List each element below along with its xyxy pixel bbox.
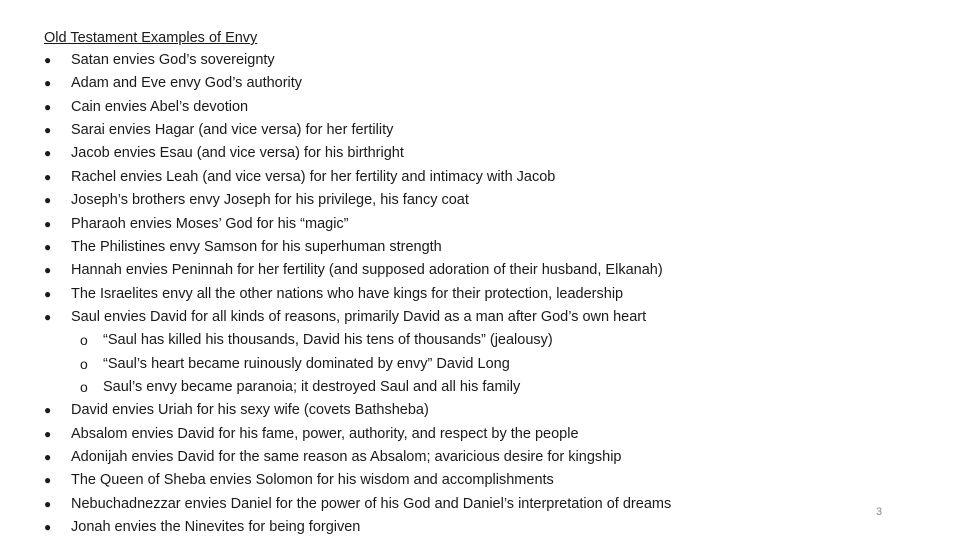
list-item [44, 72, 764, 95]
list-item-text: Hannah envies Peninnah for her fertility (and supposed adoration of their husband, Elkanah) [71, 262, 663, 279]
sub-list-item [44, 376, 764, 399]
list-item [44, 306, 764, 329]
list-item [44, 259, 764, 282]
list-item [44, 49, 764, 72]
list-item [44, 213, 764, 236]
bullet-icon: ● [44, 426, 52, 441]
list-item [44, 189, 764, 212]
list-item [44, 119, 764, 142]
bullet-icon: ● [44, 123, 52, 138]
list-item-text: Saul’s envy became paranoia; it destroyed Saul and all his family [103, 379, 521, 396]
list-item [44, 166, 764, 189]
list-item-text: Joseph’s brothers envy Joseph for his privilege, his fancy coat [71, 192, 469, 209]
bullet-icon: ● [44, 496, 52, 511]
bullet-icon: ● [44, 403, 52, 418]
list-item [44, 423, 764, 446]
list-item [44, 493, 764, 516]
page-number: 3 [876, 506, 883, 518]
list-item [44, 516, 764, 539]
list-item-text: The Philistines envy Samson for his superhuman strength [71, 238, 442, 255]
slide-content [44, 27, 764, 540]
list-item-text: Sarai envies Hagar (and vice versa) for her fertility [71, 122, 394, 139]
list-item-text: Satan envies God’s sovereignty [71, 52, 275, 68]
list-item-text: Jonah envies the Ninevites for being forgiven [71, 519, 361, 536]
list-item-text: The Israelites envy all the other nations who have kings for their protection, leadership [71, 285, 624, 302]
slide-title: Old Testament Examples of Envy [44, 30, 258, 46]
list-item-text: Pharaoh envies Moses’ God for his “magic” [71, 215, 349, 232]
list-item [44, 283, 764, 306]
list-item-text: Absalom envies David for his fame, power, authority, and respect by the people [71, 425, 579, 442]
list-item [44, 236, 764, 259]
bullet-icon: ● [44, 193, 52, 208]
sub-bullet-icon: o [80, 332, 88, 349]
list-item [44, 469, 764, 492]
bullet-icon: ● [44, 520, 52, 535]
list-item-text: Adonijah envies David for the same reason as Absalom; avaricious desire for kingship [71, 449, 622, 466]
sub-bullet-icon: o [80, 355, 88, 372]
list-item [44, 399, 764, 422]
list-item [44, 96, 764, 119]
bullet-icon: ● [44, 169, 52, 184]
list-item-text: David envies Uriah for his sexy wife (covets Bathsheba) [71, 402, 429, 419]
bullet-list [44, 49, 764, 540]
list-item-text: Saul envies David for all kinds of reasons, primarily David as a man after God’s own heart [71, 308, 647, 325]
bullet-icon: ● [44, 473, 52, 488]
bullet-icon: ● [44, 450, 52, 465]
sub-list-item [44, 329, 764, 352]
bullet-icon: ● [44, 53, 52, 67]
bullet-icon: ● [44, 309, 52, 324]
list-item-text: “Saul’s heart became ruinously dominated by envy” David Long [103, 355, 510, 372]
list-item-text: “Saul has killed his thousands, David his tens of thousands” (jealousy) [103, 332, 553, 349]
list-item-text: Jacob envies Esau (and vice versa) for his birthright [71, 145, 404, 162]
bullet-icon: ● [44, 239, 52, 254]
list-item [44, 446, 764, 469]
bullet-icon: ● [44, 286, 52, 301]
bullet-icon: ● [44, 216, 52, 231]
list-item-text: Nebuchadnezzar envies Daniel for the power of his God and Daniel’s interpretation of dreams [71, 495, 672, 512]
bullet-icon: ● [44, 99, 52, 114]
bullet-icon: ● [44, 76, 52, 91]
list-item-text: Cain envies Abel’s devotion [71, 98, 249, 115]
list-item-text: The Queen of Sheba envies Solomon for his wisdom and accomplishments [71, 472, 554, 489]
bullet-icon: ● [44, 146, 52, 161]
sub-list-item [44, 353, 764, 376]
bullet-icon: ● [44, 263, 52, 278]
list-item-text: Adam and Eve envy God’s authority [71, 75, 303, 92]
list-item-text: Rachel envies Leah (and vice versa) for her fertility and intimacy with Jacob [71, 168, 556, 185]
sub-bullet-icon: o [80, 379, 88, 396]
list-item [44, 142, 764, 165]
